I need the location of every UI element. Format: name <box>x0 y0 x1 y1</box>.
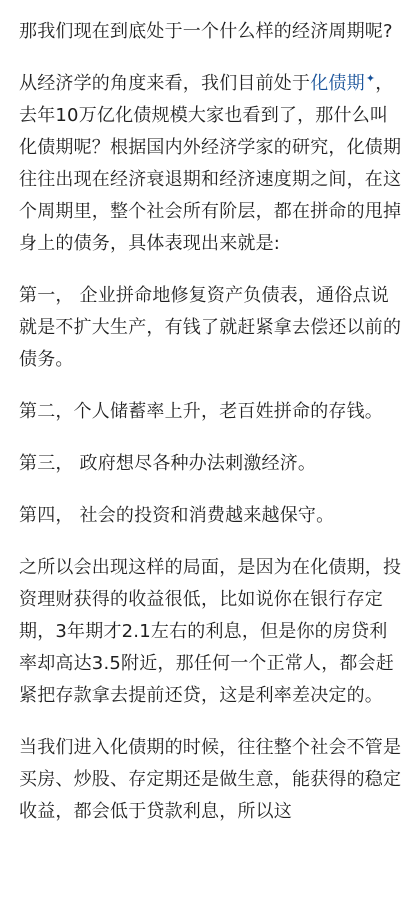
search-sparkle-icon[interactable]: ✦ <box>365 72 376 85</box>
paragraph-point-four: 第四， 社会的投资和消费越来越保守。 <box>19 505 335 526</box>
paragraph-point-two: 第二，个人储蓄率上升，老百姓拼命的存钱。 <box>19 401 383 422</box>
paragraph-truncated: 当我们进入化债期的时候，往往整个社会不管是买房、炒股、存定期还是做生意，能获得的稳定收益，都会低于贷款利息，所以这 <box>19 737 402 822</box>
paragraph-point-three: 第三， 政府想尽各种办法刺激经济。 <box>19 453 317 474</box>
paragraph-interest-rate: 之所以会出现这样的局面，是因为在化债期，投资理财获得的收益很低，比如说你在银行存定期，3年期才2.1左右的利息，但是你的房贷利率却高达3.5附近，那任何一个正常人，都会赶紧把存款拿去提前还贷，这是利率差决定的。 <box>19 557 402 706</box>
paragraph-point-one: 第一， 企业拼命地修复资产负债表，通俗点说就是不扩大生产，有钱了就赶紧拿去偿还以前的债务。 <box>19 285 402 370</box>
paragraph-text-after-link: ，去年10万亿化债规模大家也看到了，那什么叫化债期呢？根据国内外经济学家的研究，化债期往往出现在经济衰退期和经济速度期之间，在这个周期里，整个社会所有阶层，都在拼命的甩掉身上的债务，具体表现出来就是: <box>19 73 402 254</box>
paragraph-text-before-link: 从经济学的角度来看，我们目前处于 <box>19 73 311 94</box>
paragraph-debt-period <box>19 68 405 260</box>
paragraph-question: 那我们现在到底处于一个什么样的经济周期呢? <box>19 21 393 42</box>
debt-period-link[interactable]: 化债期 <box>310 73 365 94</box>
article-body <box>19 16 405 848</box>
